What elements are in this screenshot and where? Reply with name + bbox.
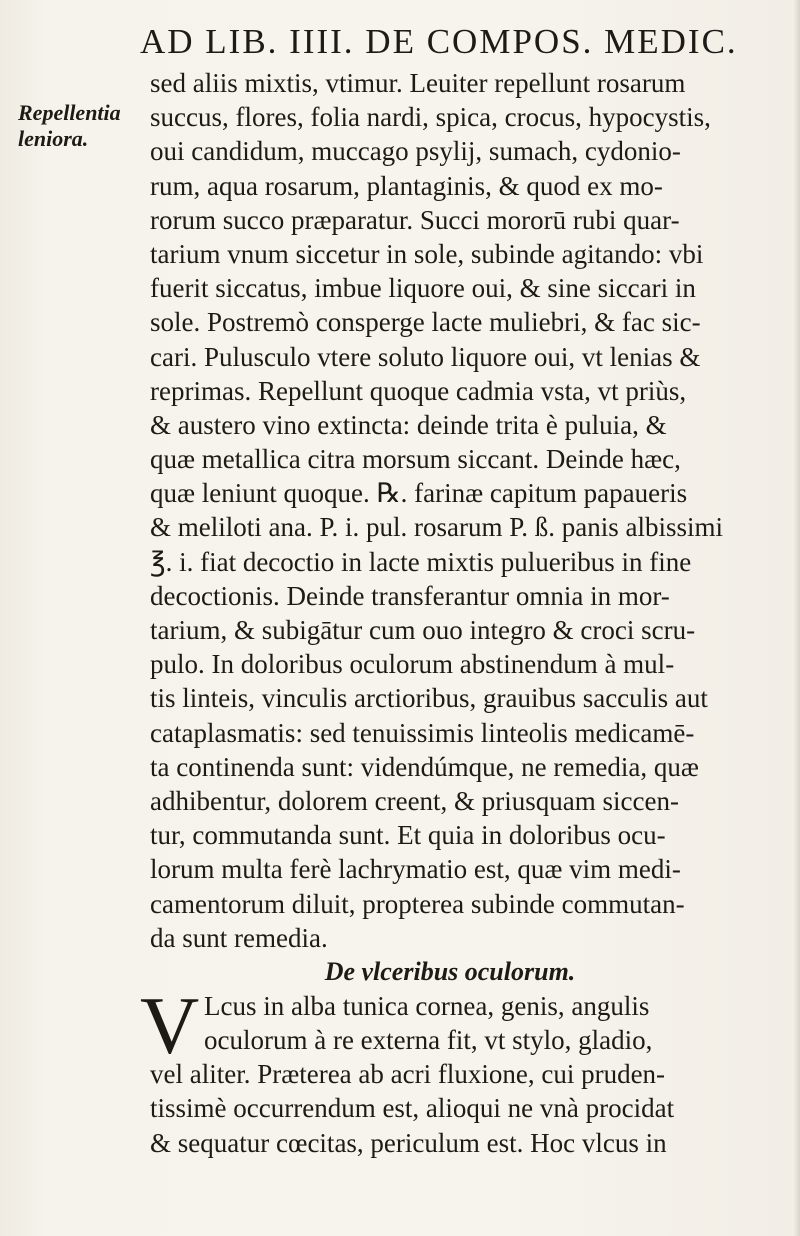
text-line: Lcus in alba tunica cornea, genis, angulis	[204, 990, 650, 1021]
text-line: fuerit siccatus, imbue liquore oui, & sine siccari in	[150, 273, 696, 304]
text-line: quæ metallica citra morsum siccant. Deinde hæc,	[150, 444, 681, 475]
body-text	[140, 66, 790, 1160]
text-line: tissimè occurrendum est, alioqui ne vnà procidat	[150, 1093, 675, 1124]
text-line: adhibentur, dolorem creent, & priusquam siccen-	[150, 785, 679, 816]
text-line: ℥. i. fiat decoctio in lacte mixtis pulueribus in fine	[150, 546, 692, 577]
text-line: tis linteis, vinculis arctioribus, grauibus sacculis aut	[150, 683, 708, 714]
text-line: reprimas. Repellunt quoque cadmia vsta, vt priùs,	[150, 375, 687, 406]
margin-note-leniora: leniora.	[18, 126, 89, 151]
text-line: & meliloti ana. P. i. pul. rosarum P. ß. panis albissimi	[150, 512, 723, 543]
text-line: sole. Postremò consperge lacte muliebri, & fac sic-	[150, 307, 701, 338]
section-paragraph	[140, 979, 790, 1160]
text-line: tarium, & subigātur cum ouo integro & croci scru-	[150, 615, 696, 645]
margin-note-repellentia: Repellentia	[18, 100, 121, 125]
drop-cap: V	[140, 979, 200, 1071]
section-heading: De vlceribus oculorum.	[324, 956, 576, 986]
text-line: tur, commutanda sunt. Et quia in doloribus ocu-	[150, 820, 666, 851]
text-line: pulo. In doloribus oculorum abstinendum à mul-	[150, 649, 675, 680]
text-line: ta continenda sunt: videndúmque, ne remedia, quæ	[150, 751, 699, 782]
page-edge	[794, 0, 800, 1236]
text-line: sed aliis mixtis, vtimur. Leuiter repellunt rosarum	[150, 68, 686, 98]
text-line: rorum succo præparatur. Succi mororū rubi quar-	[150, 204, 680, 235]
text-line: cari. Pulusculo vtere soluto liquore oui, vt lenias &	[150, 341, 701, 372]
text-line: tarium vnum siccetur in sole, subinde agitando: vbi	[150, 238, 704, 269]
running-header: AD LIB. IIII. DE COMPOS. MEDIC.	[140, 22, 738, 61]
text-line: da sunt remedia.	[150, 922, 328, 953]
text-line: decoctionis. Deinde transferantur omnia in mor-	[150, 580, 670, 611]
text-line: cataplasmatis: sed tenuissimis linteolis medicamē-	[150, 717, 695, 748]
text-line: vel aliter. Præterea ab acri fluxione, cui pruden-	[150, 1059, 666, 1090]
text-line: succus, flores, folia nardi, spica, crocus, hypocystis,	[150, 102, 711, 133]
text-line: lorum multa ferè lachrymatio est, quæ vim medi-	[150, 854, 681, 885]
text-line: & austero vino extincta: deinde trita è puluia, &	[150, 409, 667, 440]
text-line: oculorum à re externa fit, vt stylo, gladio,	[204, 1025, 653, 1056]
text-line: rum, aqua rosarum, plantaginis, & quod ex mo-	[150, 170, 663, 201]
text-line: quæ leniunt quoque. ℞. farinæ capitum papaueris	[150, 478, 688, 509]
text-line: & sequatur cœcitas, periculum est. Hoc vlcus in	[150, 1127, 667, 1158]
text-line: oui candidum, muccago psylij, sumach, cydonio-	[150, 136, 681, 167]
text-line: camentorum diluit, propterea subinde commutan-	[150, 888, 685, 919]
